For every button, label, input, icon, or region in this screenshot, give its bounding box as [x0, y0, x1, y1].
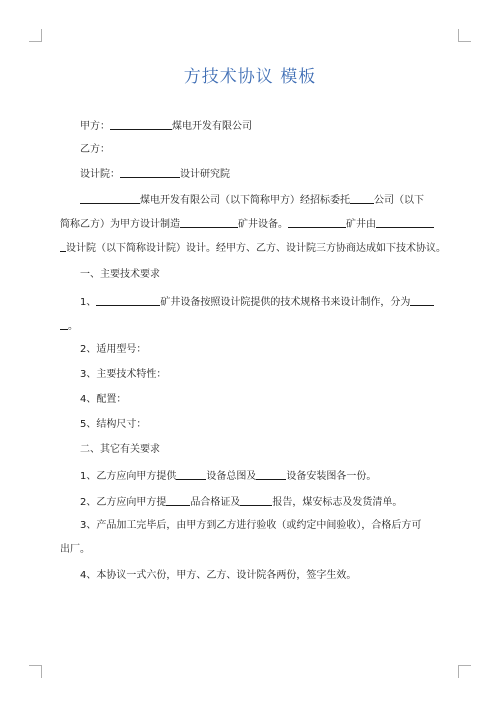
intro-blank-5 [376, 216, 434, 228]
design-institute-label: 设计院： [80, 169, 120, 180]
intro-text-3: 简称乙方）为甲方设计制造 [60, 219, 180, 230]
intro-blank-1 [80, 192, 140, 204]
section-1-item-5: 5、结构尺寸： [80, 419, 147, 430]
party-a-suffix: 煤电开发有限公司 [172, 121, 252, 132]
party-b-line [80, 143, 110, 157]
design-institute-line [80, 166, 230, 182]
crop-mark-top-left [29, 29, 42, 42]
s2-item-1-b: 设备总图及 [206, 471, 257, 482]
crop-mark-bottom-left [29, 665, 42, 678]
s2-item-1-blank-1 [176, 468, 206, 480]
section-2-item-1 [80, 468, 376, 484]
section-1-item-2: 2、适用型号： [80, 344, 147, 355]
intro-line-2 [60, 216, 434, 232]
intro-blank-3 [180, 216, 238, 228]
item-1-blank-2 [410, 294, 434, 306]
item-1-blank [96, 294, 160, 306]
intro-text-6: 设计院（以下简称设计院）设计。经甲方、乙方、设计院三方协商达成如下技术协议。 [66, 243, 446, 254]
item-1-blank-3 [60, 318, 68, 330]
item-1-end: 。 [68, 321, 78, 332]
item-1-prefix: 1、 [80, 297, 97, 308]
design-institute-blank [120, 166, 180, 178]
intro-line-3 [60, 240, 446, 256]
intro-line-1 [80, 192, 424, 208]
crop-mark-bottom-right [458, 665, 471, 678]
intro-text-1: 煤电开发有限公司（以下简称甲方）经招标委托 [140, 195, 350, 206]
section-2-item-3: 3、产品加工完毕后，由甲方到乙方进行验收（或约定中间验收），合格后方可 [80, 520, 422, 531]
intro-text-5: 矿井由 [346, 219, 376, 230]
section-2-item-3-cont: 出厂。 [60, 544, 90, 555]
section-2-item-4: 4、本协议一式六份，甲方、乙方、设计院各两份，签字生效。 [80, 570, 357, 581]
section-2-heading: 二、其它有关要求 [80, 444, 160, 455]
party-a-line [80, 118, 252, 134]
s2-item-2-blank-2 [240, 494, 272, 506]
s2-item-2-a: 2、乙方应向甲方提 [80, 497, 167, 508]
s2-item-1-blank-2 [256, 468, 286, 480]
crop-mark-top-right [458, 29, 471, 42]
item-1-text: 矿井设备按照设计院提供的技术规格书来设计制作，分为 [160, 297, 411, 308]
intro-blank-4 [288, 216, 346, 228]
party-a-label: 甲方： [80, 121, 110, 132]
intro-text-2: 公司（以下 [374, 195, 424, 206]
intro-text-4: 矿井设备。 [238, 219, 288, 230]
party-b-label: 乙方： [80, 144, 110, 155]
s2-item-2-c: 报告，煤安标志及发货清单。 [272, 497, 403, 508]
section-1-item-3: 3、主要技术特性： [80, 369, 167, 380]
party-a-blank [110, 118, 172, 130]
section-2-item-2 [80, 494, 402, 510]
s2-item-2-blank-1 [166, 494, 190, 506]
s2-item-1-a: 1、乙方应向甲方提供 [80, 471, 177, 482]
section-1-item-4: 4、配置： [80, 394, 127, 405]
s2-item-2-b: 品合格证及 [190, 497, 241, 508]
section-1-item-1-cont [60, 318, 78, 334]
document-title: 方技术协议 模板 [183, 67, 317, 87]
intro-blank-2 [350, 192, 374, 204]
design-institute-suffix: 设计研究院 [180, 169, 230, 180]
s2-item-1-c: 设备安装图各一份。 [286, 471, 377, 482]
section-1-heading: 一、主要技术要求 [80, 269, 160, 280]
section-1-item-1 [80, 294, 434, 310]
